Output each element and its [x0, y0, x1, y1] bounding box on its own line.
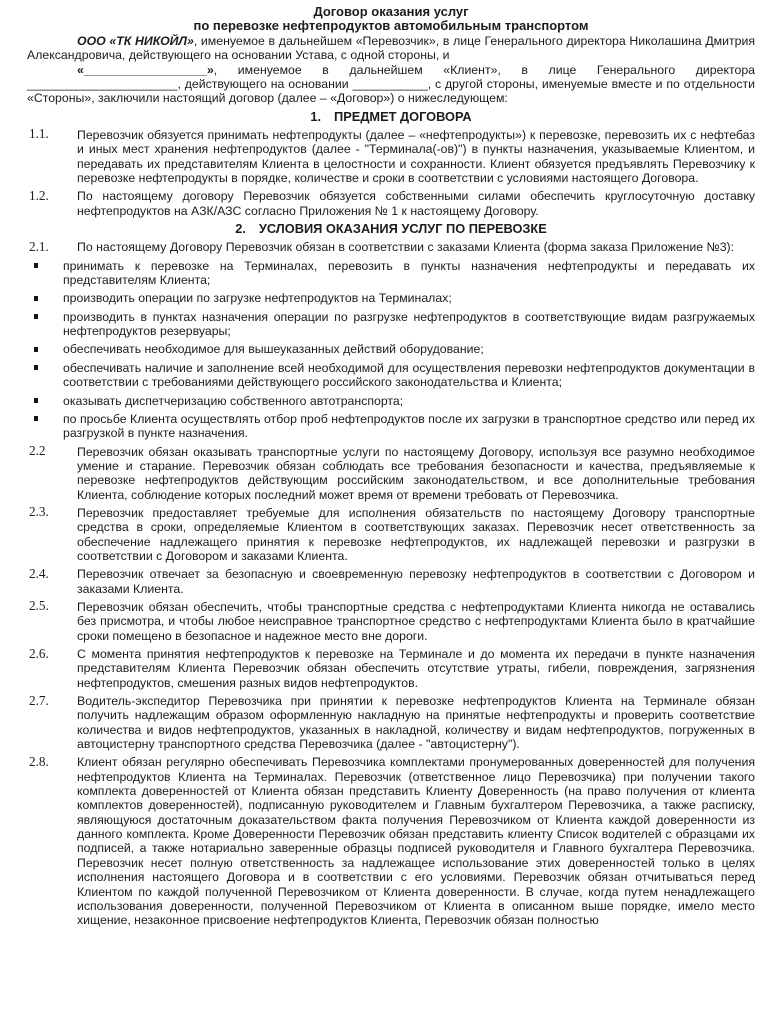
bullet-item — [27, 310, 755, 339]
bullet-item — [27, 412, 755, 441]
section-heading-1 — [27, 110, 755, 124]
section-title: УСЛОВИЯ ОКАЗАНИЯ УСЛУГ ПО ПЕРЕВОЗКЕ — [258, 221, 547, 236]
clause-2-7 — [27, 694, 755, 751]
clause-number: 2.4. — [29, 565, 49, 581]
document-title-line-1: Договор оказания услуг — [313, 4, 469, 19]
clause-number: 2.1. — [29, 238, 49, 254]
clause-text: Клиент обязан регулярно обеспечивать Перевозчика комплектами пронумерованных доверенностей для получения нефтепродуктов Клиента на Терминалах. Перевозчик (ответственное лицо Перевозчика) при получении такого комплекта доверенностей от Клиента обязан представить Клиенту Доверенность (на право получения от клиента комплектов доверенностей), подписанную руководителем и Главным бухгалтером Перевозчика, а также расписку, являющуюся достаточным доказательством факта получения Перевозчиком от Клиента каждой доверенности из данного комплекта. Кроме Доверенности Перевозчик обязан представить клиенту Список водителей с образцами их подписей, а также нотариально заверенные образцы подписей руководителя и Главного бухгалтера Перевозчика. Перевозчик несет полную ответственность за надлежащее использование этих доверенностей только в целях исполнения настоящего Договора и в соответствии с его условиями. Перевозчик обязан отчитываться перед Клиентом по каждой полученной Перевозчиком от Клиента доверенности. В случае, когда путем ненадлежащего использования доверенности, полученной Перевозчиком от Клиента в описанном выше порядке, имело место хищение, незаконное присвоение нефтепродуктов Клиента, Перевозчик обязан полностью — [77, 755, 755, 928]
clause-2-5 — [27, 600, 755, 643]
bullet-item — [27, 361, 755, 390]
bullet-square-icon — [34, 347, 38, 352]
bullet-item — [27, 291, 755, 305]
clause-text: Перевозчик обязуется принимать нефтепродукты (далее – «нефтепродукты») к перевозке, перевозить их с нефтебаз и иных мест хранения нефтепродуктов (далее - "Терминала(-ов)") в пункты назначения, указываемые Клиентом, и передавать их представителям Клиента в целостности и сохранности. Клиент обязуется предъявлять Перевозчику к перевозке нефтепродукты в порядке, количестве и сроки в соответствии с условиями настоящего Договора. — [77, 127, 755, 185]
section-title: ПРЕДМЕТ ДОГОВОРА — [334, 108, 472, 124]
preamble-text: , именуемое в дальнейшем «Клиент», в лице Генерального директора ______________________, действующего на основании ___________, с другой стороны, именуемые вместе и по отдельности «Стороны», заключили настоящий договор (далее – «Договор») о нижеследующем: — [27, 62, 755, 106]
section-number: 1. — [310, 108, 322, 124]
clause-text: По настоящему договору Перевозчик обязуется собственными силами обеспечить круглосуточную доставку нефтепродуктов на АЗК/АЗС согласно Приложения № 1 к настоящему Договору. — [77, 189, 755, 218]
clause-number: 2.2 — [29, 443, 46, 459]
clause-text: производить операции по загрузке нефтепродуктов на Терминалах; — [63, 291, 452, 306]
clause-text: по просьбе Клиента осуществлять отбор проб нефтепродуктов после их загрузки в транспортное средство или перед их разгрузкой в пункте назначения. — [63, 411, 755, 441]
clause-text: По настоящему Договору Перевозчик обязан в соответствии с заказами Клиента (форма заказа Приложение №3): — [77, 240, 735, 255]
bullet-item — [27, 342, 755, 356]
clause-text: Перевозчик предоставляет требуемые для исполнения обязательств по настоящему Договору транспортные средства в сроки, определяемые Клиентом в соответствующих заказах. Перевозчик несет ответственность за обеспечение надлежащего принятия к перевозке нефтепродуктов, их надлежащей перевозки и разгрузки в соответствии с Договором и заказами Клиента. — [77, 505, 755, 563]
clause-2-6 — [27, 647, 755, 690]
clause-text: Перевозчик отвечает за безопасную и своевременную перевозку нефтепродуктов в соответствии с Договором и заказами Клиента. — [77, 567, 755, 596]
clause-number: 2.3. — [29, 504, 49, 520]
bullet-square-icon — [34, 398, 38, 403]
clause-2-8 — [27, 755, 755, 927]
clause-text: обеспечивать необходимое для вышеуказанных действий оборудование; — [63, 342, 484, 357]
clause-text: принимать к перевозке на Терминалах, перевозить в пункты назначения нефтепродукты и передавать их представителям Клиента; — [63, 258, 755, 288]
clause-2-4 — [27, 567, 755, 596]
clause-1-2 — [27, 189, 755, 218]
bullet-item — [27, 259, 755, 288]
clause-2-2 — [27, 445, 755, 502]
clause-text: обеспечивать наличие и заполнение всей необходимой для осуществления перевозки нефтепродуктов документации в соответствии с требованиями действующего российского законодательства и Клиента; — [63, 360, 755, 390]
clause-text: производить в пунктах назначения операции по разгрузке нефтепродуктов в соответствующие видам разгружаемых нефтепродуктов резервуары; — [63, 309, 755, 339]
contract-sections — [27, 110, 755, 928]
preamble-text: , именуемое в дальнейшем «Перевозчик», в лице Генерального директора Николашина Дмитрия Александровича, действующего на основании Устава, с одной стороны, и — [27, 33, 755, 63]
clause-text: С момента принятия нефтепродуктов к перевозке на Терминале и до момента их передачи в пункте назначения представителям Клиента Перевозчик обязан обеспечить отсутствие утраты, гибели, повреждения, загрязнения нефтепродуктов, смешения разных видов нефтепродуктов. — [77, 647, 755, 690]
bullet-square-icon — [34, 263, 38, 268]
clause-number: 1.2. — [29, 187, 49, 203]
clause-text: Водитель-экспедитор Перевозчика при принятии к перевозке нефтепродуктов Клиента на Терминале обязан получить надлежащим образом оформленную накладную на принятые нефтепродукты и проверить соответствие количества и видов нефтепродуктов, указанных в накладной, количеству и видам нефтепродуктов, погруженных в автоцистерну транспортного средства Перевозчика (далее - "автоцистерну"). — [77, 694, 755, 752]
section-heading-2 — [27, 222, 755, 236]
preamble-paragraph-1 — [27, 34, 755, 63]
clause-2-3 — [27, 506, 755, 563]
section-number: 2. — [235, 221, 246, 236]
document-title-line-2: по перевозке нефтепродуктов автомобильным транспортом — [193, 18, 589, 34]
preamble — [27, 34, 755, 106]
clause-number: 2.5. — [29, 598, 49, 614]
party-name: «__________________» — [77, 62, 214, 77]
preamble-paragraph-2 — [27, 63, 755, 106]
bullet-square-icon — [34, 416, 38, 421]
clause-text: оказывать диспетчеризацию собственного автотранспорта; — [63, 393, 404, 408]
bullet-square-icon — [34, 296, 38, 301]
clause-1-1 — [27, 128, 755, 185]
clause-number: 2.8. — [29, 753, 49, 769]
clause-text: Перевозчик обязан обеспечить, чтобы транспортные средства с нефтепродуктами Клиента никогда не оставались без присмотра, и чтобы любое неисправное транспортное средство с нефтепродуктами Клиента было в кратчайшие сроки помещено в безопасное и надежное место вне дороги. — [77, 599, 755, 643]
party-name: ООО «ТК НИКОЙЛ» — [77, 33, 194, 48]
bullet-square-icon — [34, 314, 38, 319]
clause-number: 1.1. — [29, 126, 49, 142]
clause-number: 2.6. — [29, 645, 49, 661]
bullet-item — [27, 394, 755, 408]
bullet-square-icon — [34, 365, 38, 370]
clause-number: 2.7. — [29, 692, 49, 708]
clause-text: Перевозчик обязан оказывать транспортные услуги по настоящему Договору, используя все разумно необходимое умение и старание. Перевозчик обязан соблюдать все требования безопасности и качества, предъявляемые к перевозке нефтепродуктов действующим российским законодательством, и все дополнительные требования Клиента, соблюдение которых последний может время от времени требовать от Перевозчика. — [77, 444, 755, 502]
clause-2-1 — [27, 240, 755, 254]
